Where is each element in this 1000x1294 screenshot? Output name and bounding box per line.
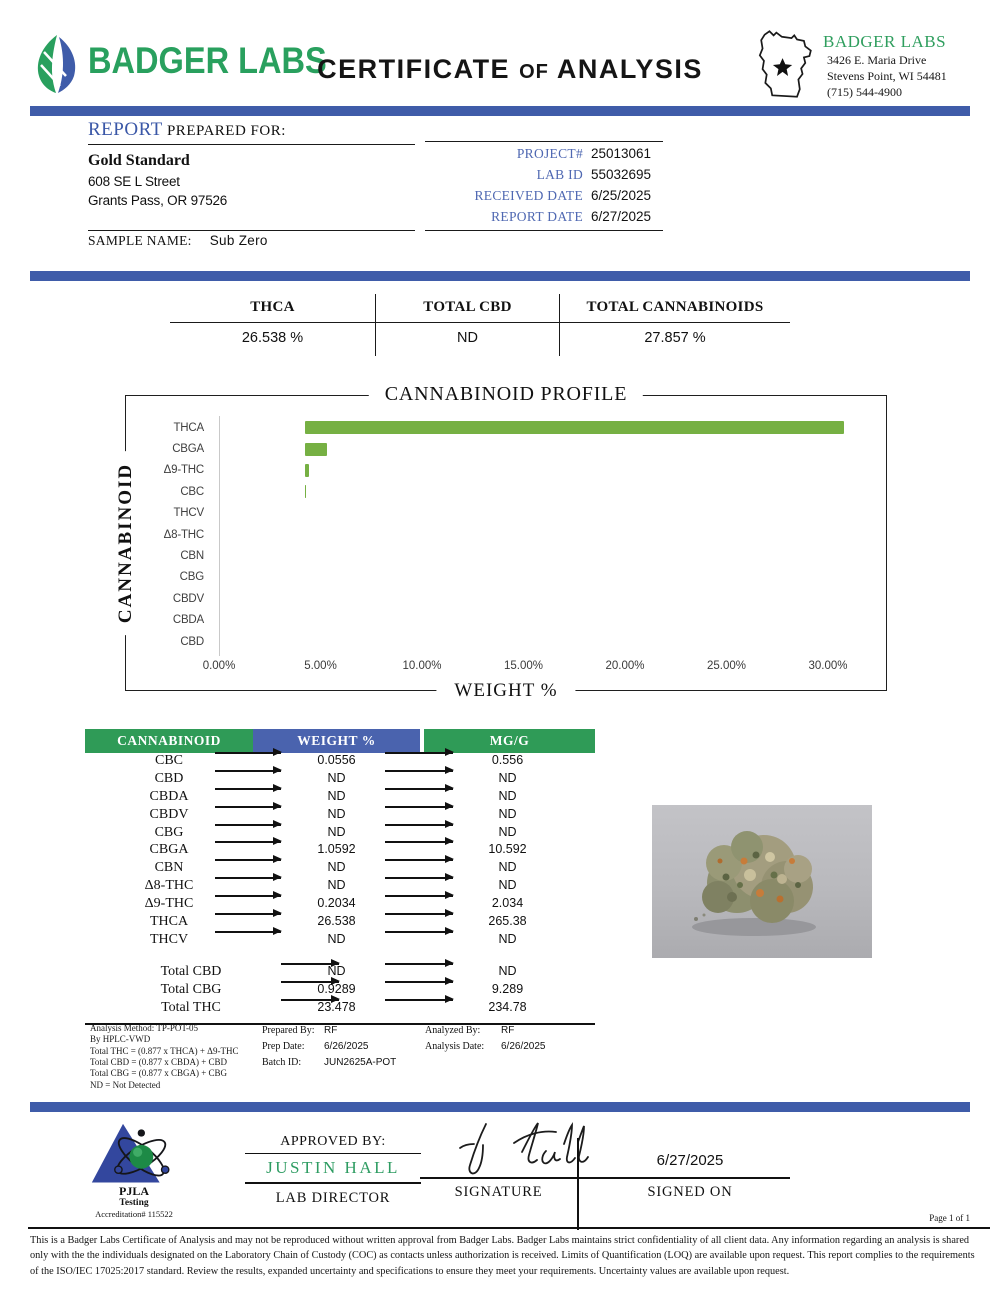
chart-bar [305,485,306,498]
weight-value: 0.2034 [317,896,356,911]
cannabinoid-name: CBDV [149,806,189,822]
cannabinoid-name: CBDA [149,788,189,804]
weight-value: ND [327,824,346,839]
batch-id-label: Batch ID: [262,1057,302,1068]
method-note-line: Total CBD = (0.877 x CBDA) + CBD [90,1056,228,1067]
approved-by-label: APPROVED BY: [245,1134,421,1154]
summary-header: TOTAL CANNABINOIDS [560,294,790,323]
field-label: LAB ID [536,167,583,182]
signature-image [430,1118,590,1180]
cannabinoid-name: CBGA [149,842,189,858]
cannabinoid-name: THCV [149,931,189,947]
cannabis-bud-image [652,805,872,958]
cannabinoid-name: THCA [149,914,189,930]
mgg-value: ND [498,860,517,875]
sample-name-value: Sub Zero [209,233,268,248]
project-fields [425,141,663,231]
weight-value: ND [327,806,346,821]
chart-bars-area [126,417,882,652]
table-row [85,1000,595,1018]
chart-category-label: CBD [180,635,204,648]
client-address-2: Grants Pass, OR 97526 [88,193,228,208]
chart-x-ticks [202,660,886,676]
cannabinoid-results-table [85,729,595,1025]
chart-row [126,631,882,652]
field-value: 55032695 [591,167,652,182]
method-note-line: Total CBG = (0.877 x CBGA) + CBG [90,1068,228,1079]
cannabinoid-profile-chart [115,383,887,701]
mgg-value: 10.592 [488,842,527,857]
mgg-value: ND [498,770,517,785]
chart-category-label: CBDA [172,614,204,627]
mgg-value: ND [498,963,517,978]
project-field-row [425,146,663,167]
pjla-accreditation-icon [88,1122,180,1188]
chart-category-label: CBG [179,571,204,584]
chart-bar [305,443,327,456]
lab-address-block [755,26,970,104]
summary-table [170,294,790,356]
mgg-value: ND [498,788,517,803]
prep-notes [262,1025,422,1073]
weight-value: ND [327,788,346,803]
weight-value: ND [327,770,346,785]
cannabinoid-name: CBC [154,753,183,768]
field-value: 6/27/2025 [591,209,652,224]
cannabinoid-name: Total CBG [160,981,222,997]
chart-category-label: CBGA [172,443,204,456]
analyzed-by-label: Analyzed By: [425,1025,481,1036]
cannabinoid-name: Δ9-THC [144,896,194,912]
table-row [85,771,595,789]
signed-on-label: SIGNED ON [647,1184,733,1200]
prepared-by-value: RF [324,1025,338,1036]
summary-header: THCA [170,294,375,323]
mgg-value: 2.034 [491,896,524,911]
chart-title: CANNABINOID PROFILE [369,383,643,406]
table-row [85,878,595,896]
batch-id-value: JUN2625A-POT [324,1057,397,1068]
weight-value: 0.0556 [317,753,356,767]
prep-date-label: Prep Date: [262,1041,305,1052]
chart-row [126,567,882,588]
lab-name: BADGER LABS [823,32,947,51]
section-heading: REPORT PREPARED FOR: [88,119,415,145]
pjla-sub: Testing [119,1198,149,1208]
weight-value: ND [327,878,346,893]
summary-value: 27.857 % [644,330,706,346]
approver-title: LAB DIRECTOR [275,1190,391,1206]
document-header [30,26,970,104]
chart-row [126,438,882,459]
chart-category-label: CBC [180,485,204,498]
field-label: RECEIVED DATE [474,188,583,203]
brand-wordmark: BADGER LABS [88,40,327,81]
signature-underline [420,1177,790,1179]
analyzed-by-value: RF [501,1025,515,1036]
prepared-by-label: Prepared By: [262,1025,315,1036]
mgg-value: ND [498,931,517,946]
chart-bar [305,464,309,477]
sample-name-row [88,233,268,249]
table-row [85,982,595,1000]
method-note-line: ND = Not Detected [90,1079,161,1090]
cannabinoid-name: CBG [154,824,184,840]
table-column-header: MG/G [420,729,595,753]
chart-category-label: Δ9-THC [163,464,204,477]
chart-tick-label: 30.00% [808,660,848,672]
field-value: 6/25/2025 [591,188,652,203]
weight-value: ND [327,860,346,875]
weight-value: 0.9289 [317,981,356,996]
badger-labs-leaf-icon [32,32,82,94]
table-row [85,896,595,914]
chart-tick-label: 10.00% [402,660,442,672]
signature-divider-line [577,1138,579,1230]
chart-row [126,610,882,631]
weight-value: 23.478 [317,999,356,1014]
cannabinoid-name: Δ8-THC [144,878,194,894]
table-column-header: CANNABINOID [85,729,253,753]
chart-category-label: THCA [173,421,204,434]
table-row [85,964,595,982]
client-name: Gold Standard [88,152,190,169]
client-block [88,119,415,231]
field-label: REPORT DATE [491,209,583,224]
method-note-line: Total THC = (0.877 x THCA) + Δ9-THC [90,1045,239,1056]
mgg-value: 9.289 [491,981,524,996]
chart-row [126,481,882,502]
chart-category-label: THCV [173,507,204,520]
weight-value: 26.538 [317,914,356,929]
field-label: PROJECT# [516,146,583,161]
weight-value: ND [327,931,346,946]
prep-date-value: 6/26/2025 [324,1041,369,1052]
disclaimer-text: This is a Badger Labs Certificate of Analysis and may not be reproduced without written approval from Badger Labs. Badger Labs maintains strict confidentiality of all client data. Any information regarding an analysis is shared only with the the individuals designated on the Laboratory Chain of Custody (COC) as contacts unless authorization is received. Limits of Quantification (LOQ) are available upon request. This report complies to the requirements of the ISO/IEC 17025:2017 standard. Review the results, expanded uncertainty and specifications to ensure they meet your requirements. Uncertainty values are available upon request. [30,1235,975,1277]
table-body [85,753,595,950]
page-title: CERTIFICATE OF ANALYSIS [317,54,703,84]
divider-bar [30,106,970,116]
mgg-value: 0.556 [491,753,524,767]
chart-tick-label: 15.00% [503,660,544,672]
table-row [85,932,595,950]
table-totals [85,964,595,1026]
table-row [85,860,595,878]
chart-y-axis-label: CANNABINOID [115,451,137,635]
analysis-date-label: Analysis Date: [425,1041,485,1052]
footer-rule [28,1227,990,1229]
chart-row [126,524,882,545]
divider-bar [30,271,970,281]
cannabinoid-name: CBN [154,860,184,876]
chart-category-label: Δ8-THC [163,528,204,541]
project-field-row [425,188,663,209]
table-row [85,842,595,860]
sample-name-label: SAMPLE NAME: [88,233,192,248]
cannabinoid-name: Total CBD [160,963,222,979]
chart-category-label: CBDV [172,592,204,605]
summary-header: TOTAL CBD [375,294,560,323]
chart-row [126,545,882,566]
page-number: Page 1 of 1 [929,1213,970,1223]
table-row [85,807,595,825]
chart-category-label: CBN [180,550,204,563]
mgg-value: ND [498,878,517,893]
project-field-row [425,209,663,230]
chart-bar [305,421,844,434]
summary-value: 26.538 % [241,330,304,346]
chart-row [126,460,882,481]
lab-address: 3426 E. Maria Drive Stevens Point, WI 54481 (715) 544-4900 [827,53,947,99]
weight-value: 1.0592 [317,842,356,857]
method-note-line: By HPLC-VWD [90,1034,151,1045]
mgg-value: ND [498,824,517,839]
lab-phone: (715) 544-4900 [827,84,902,99]
analysis-meta [425,1025,605,1057]
chart-tick-label: 25.00% [706,660,747,672]
chart-tick-label: 20.00% [605,660,645,672]
table-header-row [85,729,595,753]
mgg-value: ND [498,806,517,821]
cannabinoid-name: CBD [154,770,184,786]
weight-value: ND [327,963,346,978]
client-address-1: 608 SE L Street [88,174,180,189]
chart-x-axis-label: WEIGHT % [436,680,575,702]
field-value: 25013061 [591,146,652,161]
pjla-accreditation: Accreditation# 115522 [95,1209,173,1219]
wisconsin-state-icon [755,28,817,102]
pjla-name: PJLA [119,1184,149,1198]
signed-on-date: 6/27/2025 [656,1152,724,1169]
divider-bar [30,1102,970,1112]
chart-row [126,588,882,609]
approver-name: JUSTIN HALL [245,1154,421,1184]
approved-by-block [245,1134,421,1207]
table-row [85,789,595,807]
project-field-row [425,167,663,188]
signature-label: SIGNATURE [454,1184,543,1200]
analysis-notes [90,1023,710,1093]
table-row [85,825,595,843]
table-row [85,753,595,771]
sample-photo [652,805,872,958]
chart-tick-label: 0.00% [202,660,236,672]
table-column-header: WEIGHT % [253,729,420,753]
method-note-line: Analysis Method: TP-POT-05 [90,1023,199,1033]
analysis-date-value: 6/26/2025 [501,1041,546,1052]
mgg-value: 265.38 [488,914,527,929]
chart-row [126,417,882,438]
cannabinoid-name: Total THC [161,999,221,1015]
table-row [85,914,595,932]
chart-tick-label: 5.00% [304,660,337,672]
summary-value: ND [375,323,560,356]
mgg-value: 234.78 [488,999,527,1014]
approval-section [30,1120,970,1232]
chart-row [126,503,882,524]
